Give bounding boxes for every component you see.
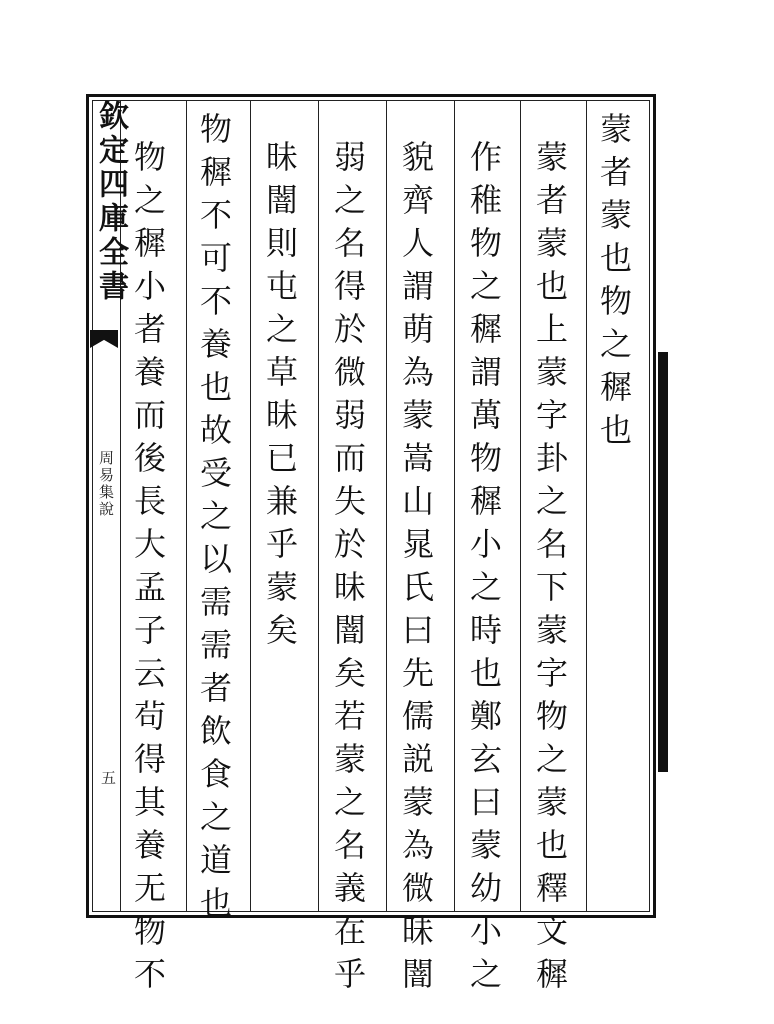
text-column-6: 昧闇則屯之草昧已兼乎蒙矣 xyxy=(261,140,299,656)
column-rule xyxy=(186,100,187,912)
text-column-1: 蒙者蒙也物之穉也 xyxy=(595,112,633,456)
column-rule xyxy=(454,100,455,912)
column-rule xyxy=(386,100,387,912)
text-column-5: 弱之名得於微弱而失於昧闇矣若蒙之名義在乎 xyxy=(329,140,367,1000)
page-number: 五 xyxy=(99,770,117,785)
column-rule xyxy=(586,100,587,912)
text-column-7: 物穉不可不養也故受之以需需者飲食之道也 xyxy=(195,112,233,929)
page-edge-shadow xyxy=(658,352,668,772)
column-rule xyxy=(318,100,319,912)
text-column-4: 貌齊人謂萌為蒙嵩山晁氏曰先儒説蒙為微昧闇 xyxy=(397,140,435,1000)
column-rule xyxy=(250,100,251,912)
column-rule xyxy=(520,100,521,912)
section-title: 周易集說 xyxy=(97,450,115,518)
text-column-3: 作稚物之穉謂萬物穉小之時也鄭玄曰蒙幼小之 xyxy=(465,140,503,1000)
text-column-2: 蒙者蒙也上蒙字卦之名下蒙字物之蒙也釋文穉 xyxy=(531,140,569,1000)
book-title: 欽定四庫全書 xyxy=(93,100,128,304)
text-column-8: 物之穉小者養而後長大孟子云茍得其養无物不 xyxy=(129,140,167,1000)
